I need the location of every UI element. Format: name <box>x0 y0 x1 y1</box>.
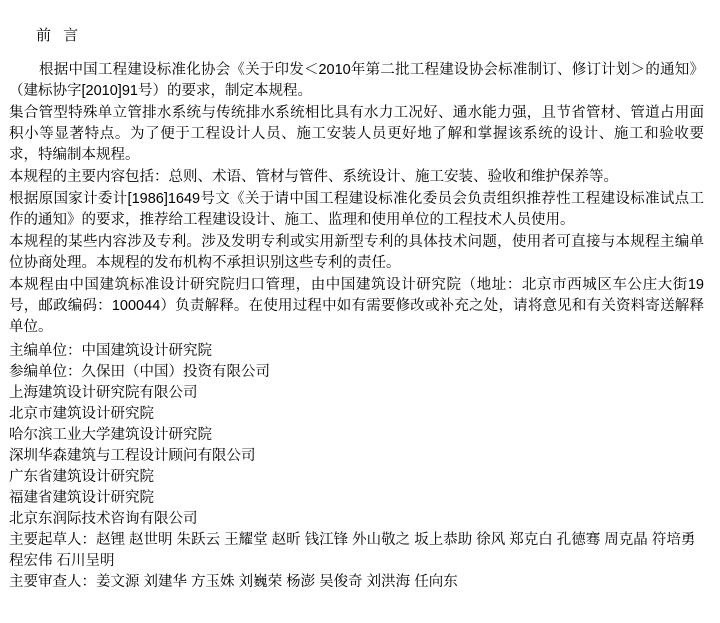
credit-line-1: 主编单位：中国建筑设计研究院 <box>9 343 212 359</box>
credit-line-9: 北京东润际技术咨询有限公司 <box>9 511 198 527</box>
credit-line-6: 深圳华森建筑与工程设计顾问有限公司 <box>9 448 256 464</box>
paragraph-1: 根据中国工程建设标准化协会《关于印发＜2010年第二批工程建设协会标准制订、修订计划＞的通知》（建标协字[2010]91号）的要求，制定本规程。 <box>9 62 704 99</box>
credit-line-3: 上海建筑设计研究院有限公司 <box>9 385 198 401</box>
page-title: 前 言 <box>36 27 83 44</box>
paragraph-6: 本规程由中国建筑标准设计研究院归口管理，由中国建筑设计研究院（地址：北京市西城区车公庄大街19号，邮政编码：100044）负责解释。在使用过程中如有需要修改或补充之处，请将意见和有关资料寄送解释单位。 <box>9 277 704 335</box>
credit-line-2: 参编单位：久保田（中国）投资有限公司 <box>9 364 270 380</box>
paragraph-4: 根据原国家计委计[1986]1649号文《关于请中国工程建设标准化委员会负责组织推荐性工程建设标准试点工作的通知》的要求，推荐给工程建设设计、施工、监理和使用单位的工程技术人员使用。 <box>9 191 704 228</box>
paragraph-5: 本规程的某些内容涉及专利。涉及发明专利或实用新型专利的具体技术问题，使用者可直接与本规程主编单位协商处理。本规程的发布机构不承担识别这些专利的责任。 <box>9 234 704 271</box>
paragraph-3: 本规程的主要内容包括：总则、术语、管材与管件、系统设计、施工安装、验收和维护保养等。 <box>9 169 618 185</box>
credit-line-10: 主要起草人：赵锂 赵世明 朱跃云 王耀堂 赵昕 钱江锋 外山敬之 坂上恭助 徐风 郑克白 孔德骞 周克晶 符培勇 <box>9 532 696 548</box>
credit-line-5: 哈尔滨工业大学建筑设计研究院 <box>9 427 212 443</box>
paragraph-2: 集合管型特殊单立管排水系统与传统排水系统相比具有水力工况好、通水能力强，且节省管材、管道占用面积小等显著特点。为了便于工程设计人员、施工安装人员更好地了解和掌握该系统的设计、施工和验收要求，特编制本规程。 <box>9 105 704 163</box>
credit-line-12: 主要审查人：姜文源 刘建华 方玉姝 刘巍荣 杨澎 吴俊奇 刘洪海 任向东 <box>9 574 458 590</box>
credit-line-11: 程宏伟 石川呈明 <box>9 553 115 569</box>
credit-line-8: 福建省建筑设计研究院 <box>9 490 154 506</box>
credit-line-4: 北京市建筑设计研究院 <box>9 406 154 422</box>
credit-line-7: 广东省建筑设计研究院 <box>9 469 154 485</box>
